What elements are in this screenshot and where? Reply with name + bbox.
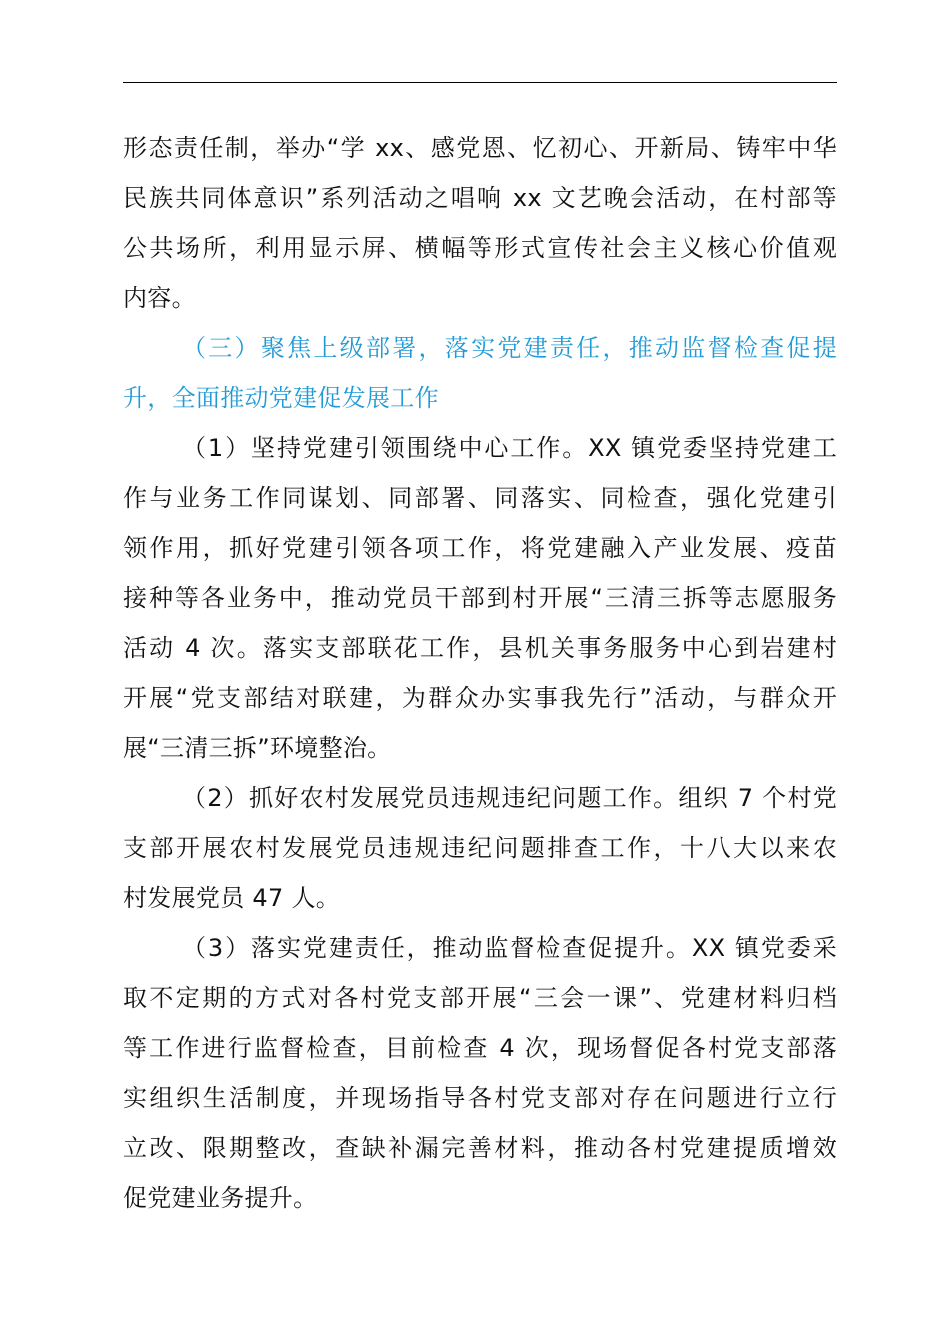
- body-line: 形态责任制，举办“学 xx、感党恩、忆初心、开新局、铸牢中华: [123, 134, 837, 162]
- body-line: 公共场所，利用显示屏、横幅等形式宣传社会主义核心价值观: [123, 234, 837, 262]
- paragraph-first-line: （2）抓好农村发展党员违规违纪问题工作。组织 7 个村党: [182, 784, 837, 812]
- body-line: 实组织生活制度，并现场指导各村党支部对存在问题进行立行: [123, 1084, 837, 1112]
- body-line: 促党建业务提升。: [123, 1184, 318, 1212]
- paragraph-first-line: （3）落实党建责任，推动监督检查促提升。XX 镇党委采: [182, 934, 837, 962]
- body-line: 内容。: [123, 284, 196, 312]
- paragraph-first-line: （1）坚持党建引领围绕中心工作。XX 镇党委坚持党建工: [182, 434, 837, 462]
- body-line: 取不定期的方式对各村党支部开展“三会一课”、党建材料归档: [123, 984, 837, 1012]
- section-heading-line: 升，全面推动党建促发展工作: [123, 384, 439, 412]
- header-rule: [123, 82, 837, 83]
- body-line: 支部开展农村发展党员违规违纪问题排查工作，十八大以来农: [123, 834, 837, 862]
- body-line: 领作用，抓好党建引领各项工作，将党建融入产业发展、疫苗: [123, 534, 837, 562]
- body-line: 等工作进行监督检查，目前检查 4 次，现场督促各村党支部落: [123, 1034, 837, 1062]
- body-line: 民族共同体意识”系列活动之唱响 xx 文艺晚会活动，在村部等: [123, 184, 837, 212]
- body-line: 接种等各业务中，推动党员干部到村开展“三清三拆等志愿服务: [123, 584, 837, 612]
- body-line: 开展“党支部结对联建，为群众办实事我先行”活动，与群众开: [123, 684, 837, 712]
- body-line: 展“三清三拆”环境整治。: [123, 734, 392, 762]
- body-line: 作与业务工作同谋划、同部署、同落实、同检查，强化党建引: [123, 484, 837, 512]
- body-line: 活动 4 次。落实支部联花工作，县机关事务服务中心到岩建村: [123, 634, 837, 662]
- body-line: 立改、限期整改，查缺补漏完善材料，推动各村党建提质增效: [123, 1134, 837, 1162]
- body-line: 村发展党员 47 人。: [123, 884, 341, 912]
- section-heading-line: （三）聚焦上级部署，落实党建责任，推动监督检查促提: [182, 334, 837, 362]
